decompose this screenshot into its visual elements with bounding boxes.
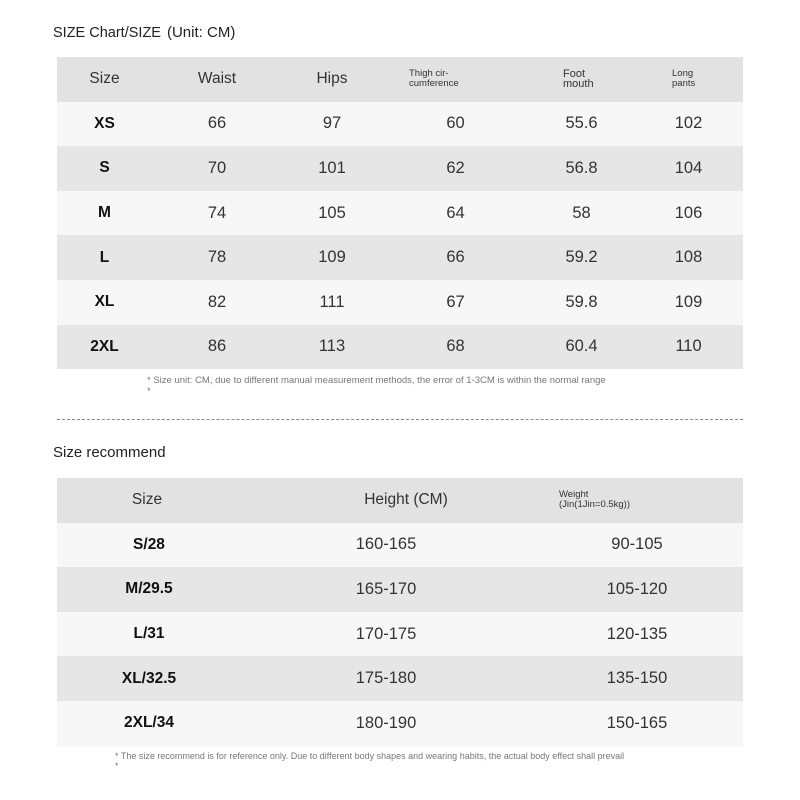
size-cell: M [98, 204, 111, 222]
waist-cell: 66 [207, 114, 227, 133]
table-row [57, 567, 743, 612]
size-cell: L [99, 248, 110, 266]
recommend-header-weight-line1: Weight [559, 489, 589, 501]
recommend-height-cell: 160-165 [355, 535, 417, 554]
section-divider [57, 419, 743, 420]
recommend-note-line2: * [115, 761, 119, 771]
header-thigh [382, 57, 529, 102]
hips-cell: 113 [318, 337, 346, 356]
hips-cell: 111 [319, 292, 345, 311]
header-long-line1: Long [672, 68, 694, 80]
thigh-cell: 68 [446, 337, 465, 356]
header-long-pants [634, 57, 743, 102]
table-row [57, 280, 743, 325]
header-foot-mouth [529, 57, 634, 102]
waist-cell: 86 [207, 337, 227, 356]
size-recommend-table [57, 478, 743, 746]
hips-cell: 101 [318, 158, 346, 177]
long-pants-cell: 102 [674, 114, 703, 133]
size-chart-note-line2: * [147, 386, 151, 397]
header-waist: Waist [197, 70, 237, 88]
recommend-weight-cell: 120-135 [606, 624, 668, 643]
table-row [57, 146, 743, 191]
hips-cell: 97 [322, 114, 342, 133]
header-hips: Hips [316, 70, 348, 88]
recommend-header-size: Size [131, 491, 163, 509]
recommend-header-height: Height (CM) [364, 491, 448, 509]
recommend-size-cell: L/31 [133, 625, 165, 643]
header-long-line2: pants [672, 78, 696, 90]
header-foot-line1: Foot [563, 68, 586, 81]
table-row [57, 701, 743, 746]
waist-cell: 78 [207, 248, 227, 267]
long-pants-cell: 110 [675, 337, 702, 356]
thigh-cell: 66 [446, 248, 465, 267]
size-chart-unit: (Unit: CM) [166, 24, 236, 41]
size-cell: XS [94, 114, 115, 132]
header-size: Size [89, 70, 120, 88]
waist-cell: 70 [207, 158, 227, 177]
waist-cell: 82 [207, 292, 227, 311]
waist-cell: 74 [207, 203, 227, 222]
size-chart-title-label: SIZE Chart/SIZE [53, 25, 161, 41]
thigh-cell: 67 [446, 292, 465, 311]
recommend-header-weight-line2: (Jin(1Jin=0.5kg)) [559, 499, 631, 511]
size-chart-note-line1: * Size unit: CM, due to different manual measurement methods, the error of 1-3CM is within the normal range [147, 375, 606, 386]
recommend-height-cell: 175-180 [355, 669, 417, 688]
table-row [57, 656, 743, 701]
foot-mouth-cell: 59.8 [565, 292, 598, 311]
recommend-height-cell: 165-170 [355, 579, 417, 598]
foot-mouth-cell: 55.6 [565, 114, 598, 133]
size-chart-title [53, 24, 235, 41]
long-pants-cell: 104 [674, 158, 703, 177]
foot-mouth-cell: 60.4 [565, 337, 598, 356]
recommend-header-row [57, 478, 743, 523]
table-row [57, 325, 743, 370]
table-row [57, 191, 743, 236]
recommend-height-cell: 180-190 [355, 713, 417, 732]
recommend-weight-cell: 150-165 [606, 713, 668, 732]
long-pants-cell: 106 [674, 203, 703, 222]
foot-mouth-cell: 59.2 [565, 248, 598, 267]
table-row [57, 102, 743, 147]
long-pants-cell: 108 [674, 248, 703, 267]
header-thigh-line2: cumference [409, 78, 459, 90]
foot-mouth-cell: 58 [572, 203, 591, 222]
size-cell: XL [94, 293, 115, 311]
hips-cell: 109 [318, 248, 346, 267]
thigh-cell: 64 [446, 203, 465, 222]
recommend-size-cell: XL/32.5 [121, 669, 177, 687]
size-cell: S [99, 159, 110, 177]
hips-cell: 105 [318, 203, 346, 222]
recommend-weight-cell: 135-150 [606, 669, 668, 688]
size-cell: 2XL [90, 337, 119, 355]
foot-mouth-cell: 56.8 [565, 158, 598, 177]
size-recommend-title: Size recommend [53, 444, 166, 461]
recommend-note [115, 751, 624, 771]
header-thigh-line1: Thigh cir- [409, 68, 449, 80]
recommend-weight-cell: 90-105 [611, 535, 663, 554]
thigh-cell: 60 [446, 114, 465, 133]
recommend-size-cell: M/29.5 [125, 580, 173, 598]
thigh-cell: 62 [446, 158, 465, 177]
recommend-header-weight [531, 478, 743, 523]
recommend-height-cell: 170-175 [355, 624, 417, 643]
recommend-size-cell: S/28 [133, 535, 165, 553]
table-row [57, 612, 743, 657]
size-chart-note [147, 375, 606, 397]
size-chart-table [57, 57, 743, 369]
recommend-weight-cell: 105-120 [606, 579, 668, 598]
table-row [57, 235, 743, 280]
table-row [57, 523, 743, 568]
recommend-note-line1: * The size recommend is for reference only. Due to different body shapes and wearing habits, the actual body effect shall prevail [115, 751, 625, 761]
recommend-size-cell: 2XL/34 [124, 714, 174, 732]
long-pants-cell: 109 [674, 292, 703, 311]
header-foot-line2: mouth [563, 78, 594, 91]
size-chart-header-row [57, 57, 743, 102]
